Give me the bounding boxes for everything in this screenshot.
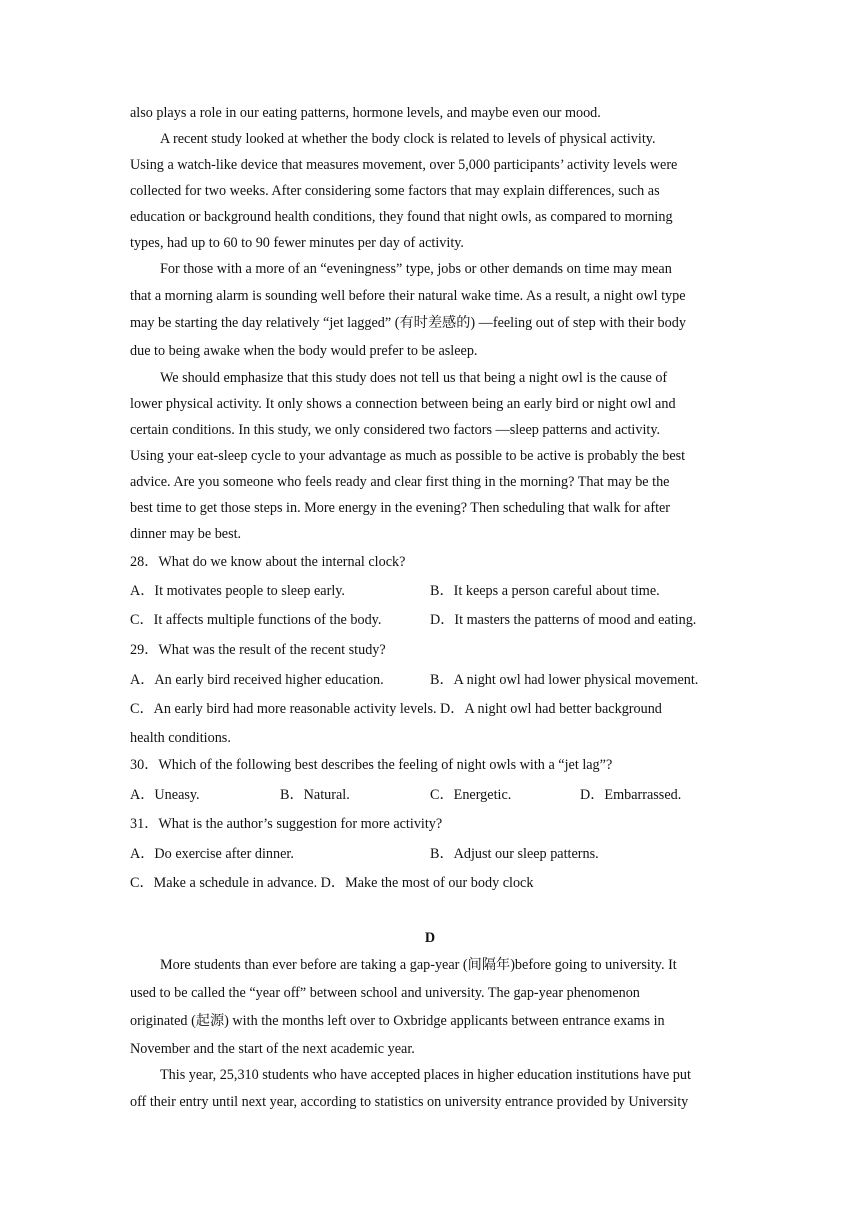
option-b: B．Adjust our sleep patterns.	[430, 846, 599, 862]
paragraph-line: also plays a role in our eating patterns, hormone levels, and maybe even our mood.	[130, 105, 601, 121]
paragraph-line: due to being awake when the body would prefer to be asleep.	[130, 343, 478, 359]
option-c-d: C．Make a schedule in advance. D．Make the most of our body clock	[130, 875, 534, 891]
paragraph-line: off their entry until next year, according to statistics on university entrance provided by University	[130, 1094, 689, 1110]
option-d: D．It masters the patterns of mood and eating.	[430, 612, 697, 628]
question-stem: 30．Which of the following best describes the feeling of night owls with a “jet lag”?	[130, 757, 613, 773]
option-a: A．Do exercise after dinner.	[130, 846, 294, 862]
option-d-continued: health conditions.	[130, 730, 231, 746]
option-b: B．Natural.	[280, 787, 350, 803]
question-stem: 28．What do we know about the internal clock?	[130, 554, 406, 570]
paragraph-line: originated (起源) with the months left over to Oxbridge applicants between entrance exams in	[130, 1013, 665, 1029]
paragraph-line: This year, 25,310 students who have accepted places in higher education institutions have put	[160, 1067, 691, 1083]
section-heading: D	[424, 930, 436, 946]
option-b: B．It keeps a person careful about time.	[430, 583, 660, 599]
paragraph-line: certain conditions. In this study, we only considered two factors —sleep patterns and activity.	[130, 422, 661, 438]
option-a: A．It motivates people to sleep early.	[130, 583, 345, 599]
option-a: A．Uneasy.	[130, 787, 200, 803]
paragraph-line: More students than ever before are taking a gap-year (间隔年)before going to university. It	[160, 957, 677, 973]
option-c-d: C．An early bird had more reasonable activity levels. D．A night owl had better background	[130, 701, 662, 717]
paragraph-line: advice. Are you someone who feels ready and clear first thing in the morning? That may be the	[130, 474, 670, 490]
question-stem: 29．What was the result of the recent study?	[130, 642, 386, 658]
paragraph-line: may be starting the day relatively “jet lagged” (有时差感的) —feeling out of step with their body	[130, 315, 686, 331]
paragraph-line: lower physical activity. It only shows a connection between being an early bird or night owl and	[130, 396, 676, 412]
option-c: C．Energetic.	[430, 787, 512, 803]
paragraph-line: Using your eat-sleep cycle to your advantage as much as possible to be active is probably the best	[130, 448, 686, 464]
paragraph-line: A recent study looked at whether the body clock is related to levels of physical activity.	[160, 131, 656, 147]
option-a: A．An early bird received higher education.	[130, 672, 384, 688]
paragraph-line: For those with a more of an “eveningness” type, jobs or other demands on time may mean	[160, 261, 672, 277]
paragraph-line: education or background health conditions, they found that night owls, as compared to morning	[130, 209, 673, 225]
paragraph-line: types, had up to 60 to 90 fewer minutes per day of activity.	[130, 235, 464, 251]
paragraph-line: collected for two weeks. After considering some factors that may explain differences, such as	[130, 183, 660, 199]
option-b: B．A night owl had lower physical movement.	[430, 672, 699, 688]
paragraph-line: dinner may be best.	[130, 526, 242, 542]
paragraph-line: We should emphasize that this study does not tell us that being a night owl is the cause of	[160, 370, 668, 386]
paragraph-line: used to be called the “year off” between school and university. The gap-year phenomenon	[130, 985, 640, 1001]
option-d: D．Embarrassed.	[580, 787, 682, 803]
paragraph-line: best time to get those steps in. More energy in the evening? Then scheduling that walk for after	[130, 500, 671, 516]
question-stem: 31．What is the author’s suggestion for more activity?	[130, 816, 443, 832]
option-c: C．It affects multiple functions of the body.	[130, 612, 382, 628]
paragraph-line: November and the start of the next academic year.	[130, 1041, 415, 1057]
paragraph-line: that a morning alarm is sounding well before their natural wake time. As a result, a night owl type	[130, 288, 686, 304]
paragraph-line: Using a watch-like device that measures movement, over 5,000 participants’ activity levels were	[130, 157, 678, 173]
